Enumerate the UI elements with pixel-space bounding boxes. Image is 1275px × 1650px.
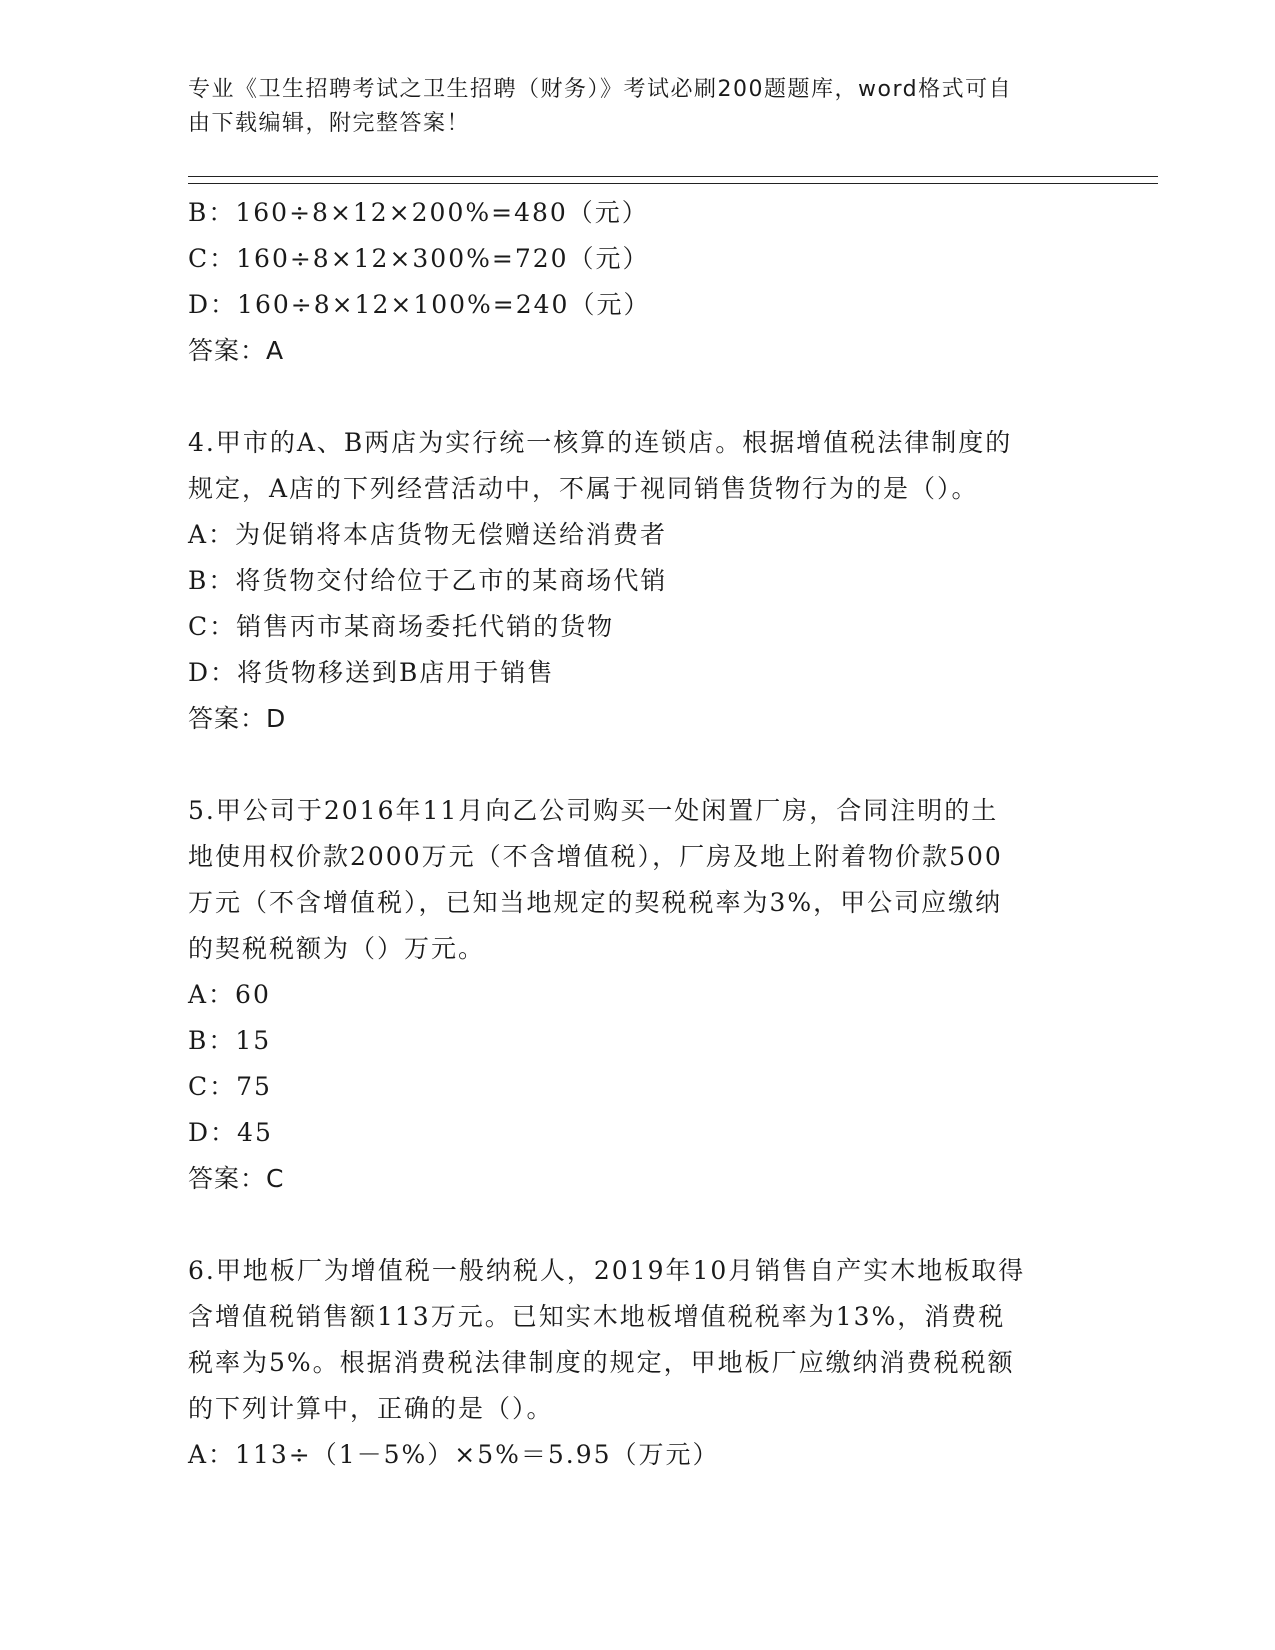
question-6 [188,1248,1088,1478]
question-5 [188,788,1088,1202]
option-c: C：75 [188,1072,272,1101]
question-stem-line: 的契税税额为（）万元。 [188,934,486,963]
option-a: A：60 [188,980,271,1009]
option-d: D：45 [188,1118,273,1147]
option-d: D：160÷8×12×100%=240（元） [188,290,651,319]
question-stem-line: 6.甲地板厂为增值税一般纳税人，2019年10月销售自产实木地板取得 [188,1256,1026,1285]
question-stem-line: 5.甲公司于2016年11月向乙公司购买一处闲置厂房，合同注明的土 [188,796,999,825]
question-stem-line: 地使用权价款2000万元（不含增值税），厂房及地上附着物价款500 [188,842,1003,871]
question-content [188,190,1088,1478]
option-c: C：销售丙市某商场委托代销的货物 [188,612,615,641]
question-stem-line: 税率为5%。根据消费税法律制度的规定，甲地板厂应缴纳消费税税额 [188,1348,1015,1377]
document-header [188,73,1088,141]
question-stem-line: 万元（不含增值税），已知当地规定的契税税率为3%，甲公司应缴纳 [188,888,1003,917]
option-d: D：将货物移送到B店用于销售 [188,658,555,687]
option-a: A：113÷（1－5%）×5%＝5.95（万元） [188,1440,720,1469]
option-a: A：为促销将本店货物无偿赠送给消费者 [188,520,668,549]
answer: 答案：D [188,704,287,733]
answer: 答案：C [188,1164,285,1193]
option-b: B：15 [188,1026,272,1055]
header-rule-bottom [188,183,1158,184]
question-stem-line: 含增值税销售额113万元。已知实木地板增值税税率为13%，消费税 [188,1302,1006,1331]
option-b: B：将货物交付给位于乙市的某商场代销 [188,566,668,595]
spacer [188,374,1088,420]
question-4 [188,420,1088,742]
header-rule-top [188,176,1158,177]
option-b: B：160÷8×12×200%=480（元） [188,198,649,227]
question-stem-line: 规定，A店的下列经营活动中，不属于视同销售货物行为的是（）。 [188,474,979,503]
spacer [188,742,1088,788]
question-stem-line: 的下列计算中，正确的是（）。 [188,1394,554,1423]
question-stem-line: 4.甲市的A、B两店为实行统一核算的连锁店。根据增值税法律制度的 [188,428,1013,457]
spacer [188,1202,1088,1248]
header-line-2: 由下载编辑，附完整答案！ [188,111,471,136]
option-c: C：160÷8×12×300%=720（元） [188,244,650,273]
answer: 答案：A [188,336,285,365]
header-line-1: 专业《卫生招聘考试之卫生招聘（财务）》考试必刷200题题库，word格式可自 [188,77,1013,102]
question-3 [188,190,1088,374]
